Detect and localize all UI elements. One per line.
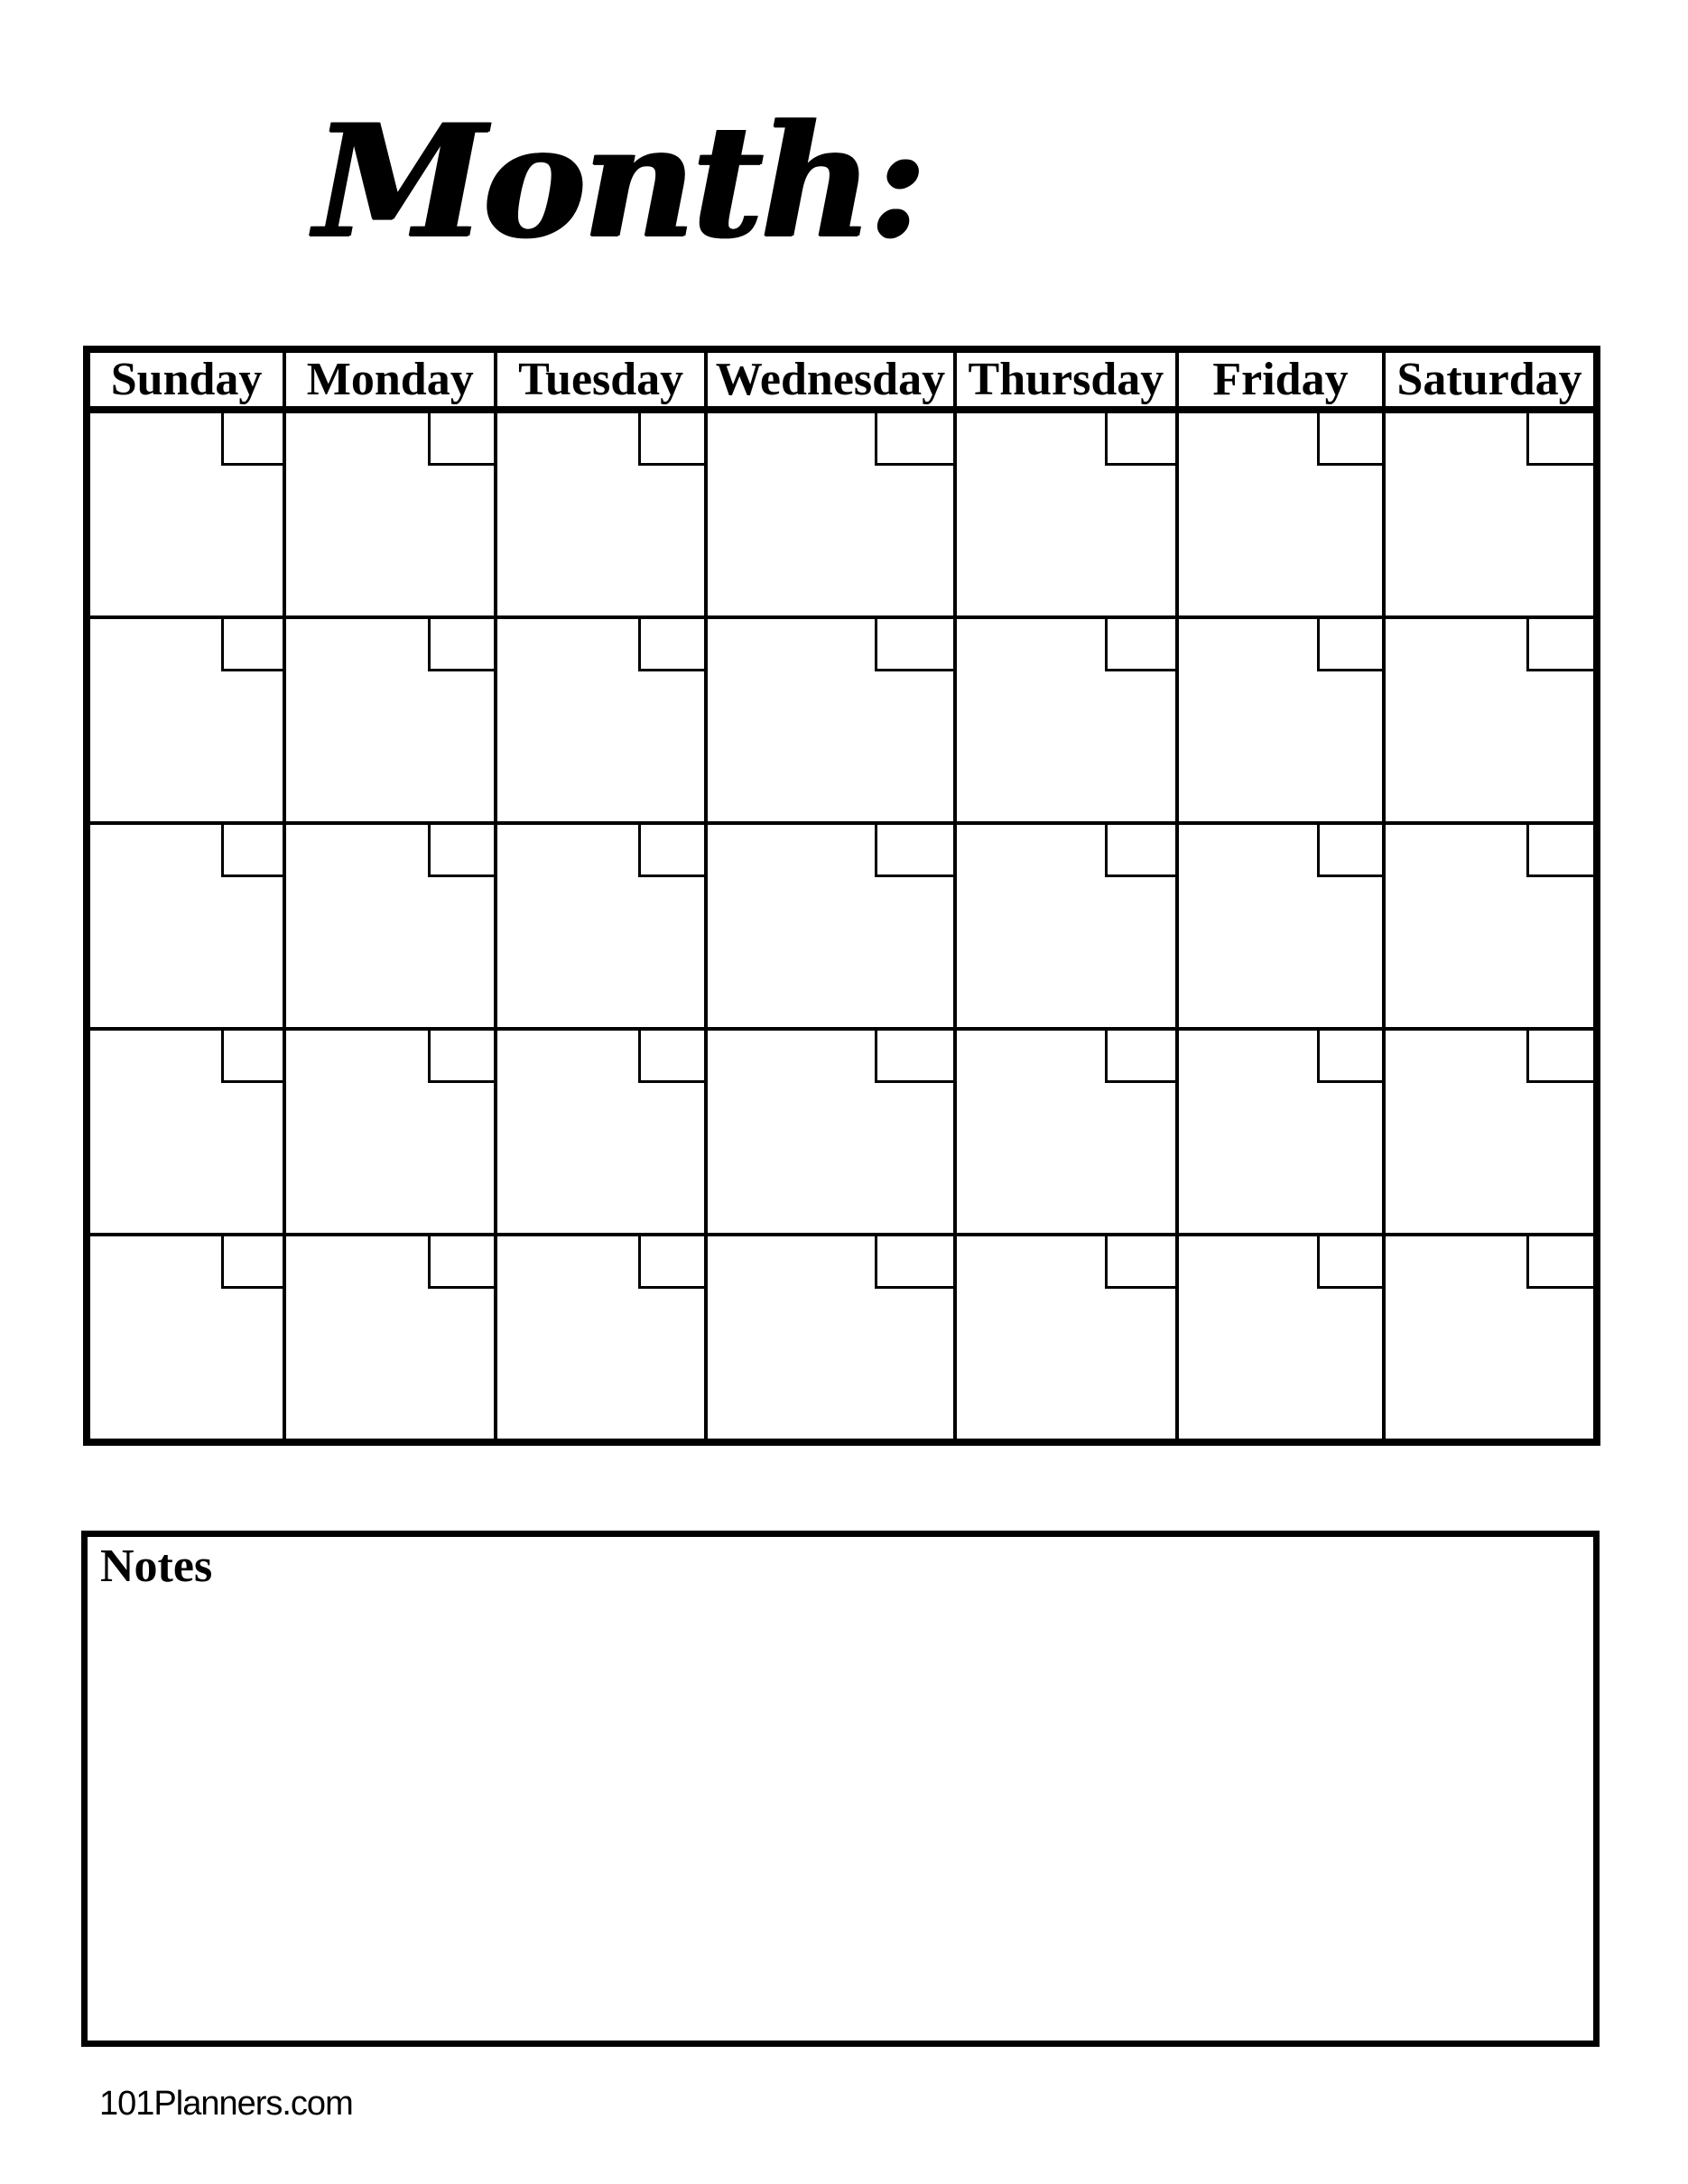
day-cell bbox=[955, 823, 1177, 1029]
day-cell bbox=[1384, 1029, 1597, 1235]
day-cell bbox=[955, 1029, 1177, 1235]
date-number-box bbox=[1105, 825, 1174, 877]
day-cell bbox=[496, 1235, 706, 1442]
date-number-box bbox=[221, 1031, 283, 1083]
date-number-box bbox=[428, 825, 495, 877]
date-number-box bbox=[638, 1236, 704, 1289]
notes-label: Notes bbox=[100, 1541, 213, 1592]
date-number-box bbox=[875, 825, 953, 877]
date-number-box bbox=[1526, 825, 1593, 877]
date-number-box bbox=[1317, 1031, 1382, 1083]
day-header-saturday: Saturday bbox=[1384, 349, 1597, 410]
date-number-box bbox=[1526, 619, 1593, 671]
date-number-box bbox=[1105, 619, 1174, 671]
day-header-row bbox=[87, 349, 1597, 410]
date-number-box bbox=[428, 1031, 495, 1083]
day-cell bbox=[496, 823, 706, 1029]
month-title: Month: bbox=[314, 89, 923, 273]
day-header-tuesday: Tuesday bbox=[496, 349, 706, 410]
calendar-body bbox=[87, 410, 1597, 1442]
day-cell bbox=[284, 1029, 496, 1235]
date-number-box bbox=[638, 825, 704, 877]
date-number-box bbox=[221, 619, 283, 671]
week-row bbox=[87, 1029, 1597, 1235]
day-cell bbox=[496, 1029, 706, 1235]
day-cell bbox=[284, 617, 496, 823]
date-number-box bbox=[638, 413, 704, 466]
day-cell bbox=[955, 1235, 1177, 1442]
date-number-box bbox=[1317, 413, 1382, 466]
day-cell bbox=[496, 410, 706, 617]
date-number-box bbox=[1526, 1031, 1593, 1083]
date-number-box bbox=[875, 1236, 953, 1289]
notes-box bbox=[81, 1531, 1600, 2047]
day-cell bbox=[955, 410, 1177, 617]
date-number-box bbox=[1317, 825, 1382, 877]
day-cell bbox=[1177, 617, 1384, 823]
date-number-box bbox=[875, 1031, 953, 1083]
date-number-box bbox=[428, 1236, 495, 1289]
date-number-box bbox=[875, 413, 953, 466]
date-number-box bbox=[221, 413, 283, 466]
date-number-box bbox=[1317, 619, 1382, 671]
day-cell bbox=[87, 617, 284, 823]
day-cell bbox=[1177, 823, 1384, 1029]
day-cell bbox=[87, 410, 284, 617]
day-header-thursday: Thursday bbox=[955, 349, 1177, 410]
date-number-box bbox=[1526, 1236, 1593, 1289]
week-row bbox=[87, 617, 1597, 823]
day-header-sunday: Sunday bbox=[87, 349, 284, 410]
date-number-box bbox=[638, 619, 704, 671]
date-number-box bbox=[1105, 1236, 1174, 1289]
day-cell bbox=[1177, 1029, 1384, 1235]
day-header-friday: Friday bbox=[1177, 349, 1384, 410]
day-cell bbox=[1384, 823, 1597, 1029]
day-cell bbox=[1384, 1235, 1597, 1442]
day-cell bbox=[706, 410, 955, 617]
day-cell bbox=[87, 823, 284, 1029]
date-number-box bbox=[638, 1031, 704, 1083]
day-cell bbox=[496, 617, 706, 823]
day-cell bbox=[284, 823, 496, 1029]
day-cell bbox=[1177, 1235, 1384, 1442]
date-number-box bbox=[221, 825, 283, 877]
day-cell bbox=[706, 1029, 955, 1235]
date-number-box bbox=[428, 413, 495, 466]
date-number-box bbox=[1317, 1236, 1382, 1289]
day-cell bbox=[284, 410, 496, 617]
date-number-box bbox=[1105, 413, 1174, 466]
week-row bbox=[87, 1235, 1597, 1442]
day-cell bbox=[1384, 617, 1597, 823]
date-number-box bbox=[221, 1236, 283, 1289]
date-number-box bbox=[875, 619, 953, 671]
day-header-wednesday: Wednesday bbox=[706, 349, 955, 410]
day-header-monday: Monday bbox=[284, 349, 496, 410]
day-cell bbox=[706, 1235, 955, 1442]
day-cell bbox=[87, 1029, 284, 1235]
date-number-box bbox=[1526, 413, 1593, 466]
day-cell bbox=[706, 823, 955, 1029]
date-number-box bbox=[428, 619, 495, 671]
week-row bbox=[87, 823, 1597, 1029]
day-cell bbox=[87, 1235, 284, 1442]
day-cell bbox=[706, 617, 955, 823]
day-cell bbox=[955, 617, 1177, 823]
date-number-box bbox=[1105, 1031, 1174, 1083]
day-cell bbox=[284, 1235, 496, 1442]
footer-site-text: 101Planners.com bbox=[99, 2085, 353, 2123]
day-cell bbox=[1177, 410, 1384, 617]
calendar-table bbox=[83, 346, 1600, 1446]
day-cell bbox=[1384, 410, 1597, 617]
week-row bbox=[87, 410, 1597, 617]
